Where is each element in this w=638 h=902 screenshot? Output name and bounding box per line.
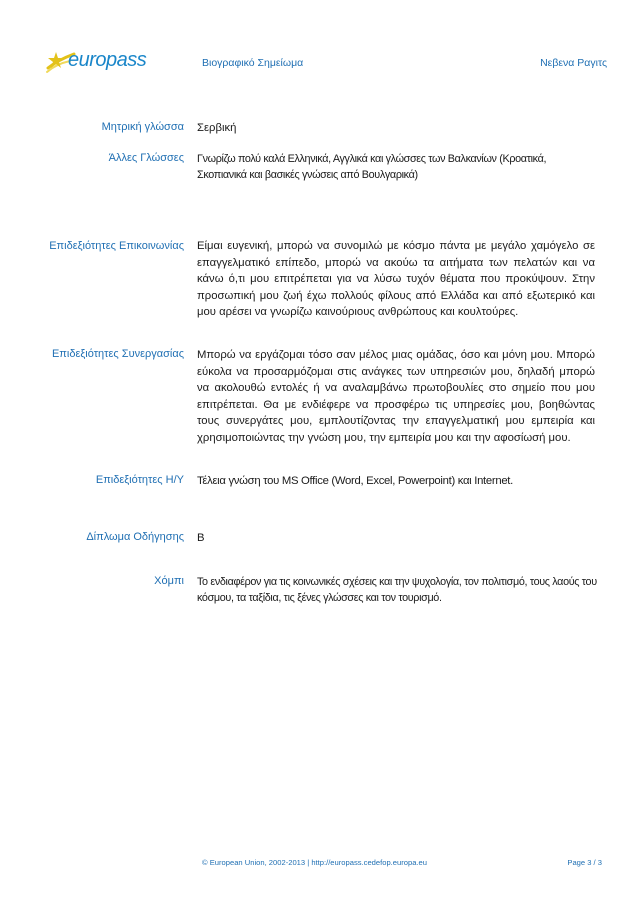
other-languages-value: Γνωρίζω πολύ καλά Ελληνικά, Αγγλικά και γλώσσες των Βαλκανίων (Κροατικά, Σκοπιανικά και βασικές γνώσεις από Βουλγαρικά): [197, 153, 547, 181]
europass-logo: [44, 46, 147, 74]
hobbies-label: Χόμπι: [154, 575, 184, 587]
page-header: [0, 0, 638, 80]
communication-skills-value: Είμαι ευγενική, μπορώ να συνομιλώ με κόσμο πάντα με μεγάλο χαμόγελο σε επαγγελματικό επίπεδο, μπορώ να ακούω τα αιτήματα των πελατών και να κάνω ό,τι μου επιτρέπεται για να λύσω τυχόν θέματα που προκύψουν. Στην προσωπική μου ζωή έχω πολλούς φίλους από Ελλάδα και από εξωτερικό και μου αρέσει να γνωρίζω καινούριους ανθρώπους και κουλτούρες.: [197, 240, 595, 319]
person-name: Νεβενα Ραγιτς: [540, 57, 607, 69]
computer-skills-value: Τέλεια γνώση του MS Office (Word, Excel, Powerpoint) και Internet.: [197, 475, 513, 487]
footer-copyright: © European Union, 2002-2013 | http://europass.cedefop.europa.eu: [202, 858, 427, 867]
computer-skills-label: Επιδεξιότητες Η/Υ: [95, 474, 184, 486]
teamwork-skills-label: Επιδεξιότητες Συνεργασίας: [51, 348, 184, 360]
driving-license-label: Δίπλωμα Οδήγησης: [86, 531, 184, 543]
communication-skills-label: Επιδεξιότητες Επικοινωνίας: [49, 240, 184, 252]
document-title: Βιογραφικό Σημείωμα: [202, 57, 304, 69]
other-languages-label: Άλλες Γλώσσες: [108, 152, 184, 164]
driving-license-value: B: [197, 532, 205, 544]
mother-tongue-value: Σερβική: [197, 122, 237, 134]
teamwork-skills-value: Μπορώ να εργάζομαι τόσο σαν μέλος μιας ομάδας, όσο και μόνη μου. Μπορώ εύκολα να προσαρμόζομαι στις ανάγκες των υπηρεσιών μου, δηλαδή μπορώ να ακολουθώ εντολές ή να αναλαμβάνω πρωτοβουλίες στο σημείο που μου επιτρέπεται. Θα με ενδιέφερε να προσφέρω τις υπηρεσίες μου, βοηθώντας τους συνεργάτες μου, εμπλουτίζοντας την επαγγελματική μου εμπειρία και χρησιμοποιώντας την γνώση μου, την εμπειρία μου και την αφοσίωσή μου.: [197, 349, 595, 444]
page-footer: [0, 858, 638, 872]
footer-page-number: Page 3 / 3: [567, 858, 602, 867]
mother-tongue-label: Μητρική γλώσσα: [101, 121, 184, 133]
hobbies-value: Το ενδιαφέρον για τις κοινωνικές σχέσεις και την ψυχολογία, τον πολιτισμό, τους λαούς του κόσμου, τα ταξίδια, τις ξένες γλώσσες και τον τουρισμό.: [197, 576, 597, 604]
logo-text: europass: [68, 49, 147, 71]
